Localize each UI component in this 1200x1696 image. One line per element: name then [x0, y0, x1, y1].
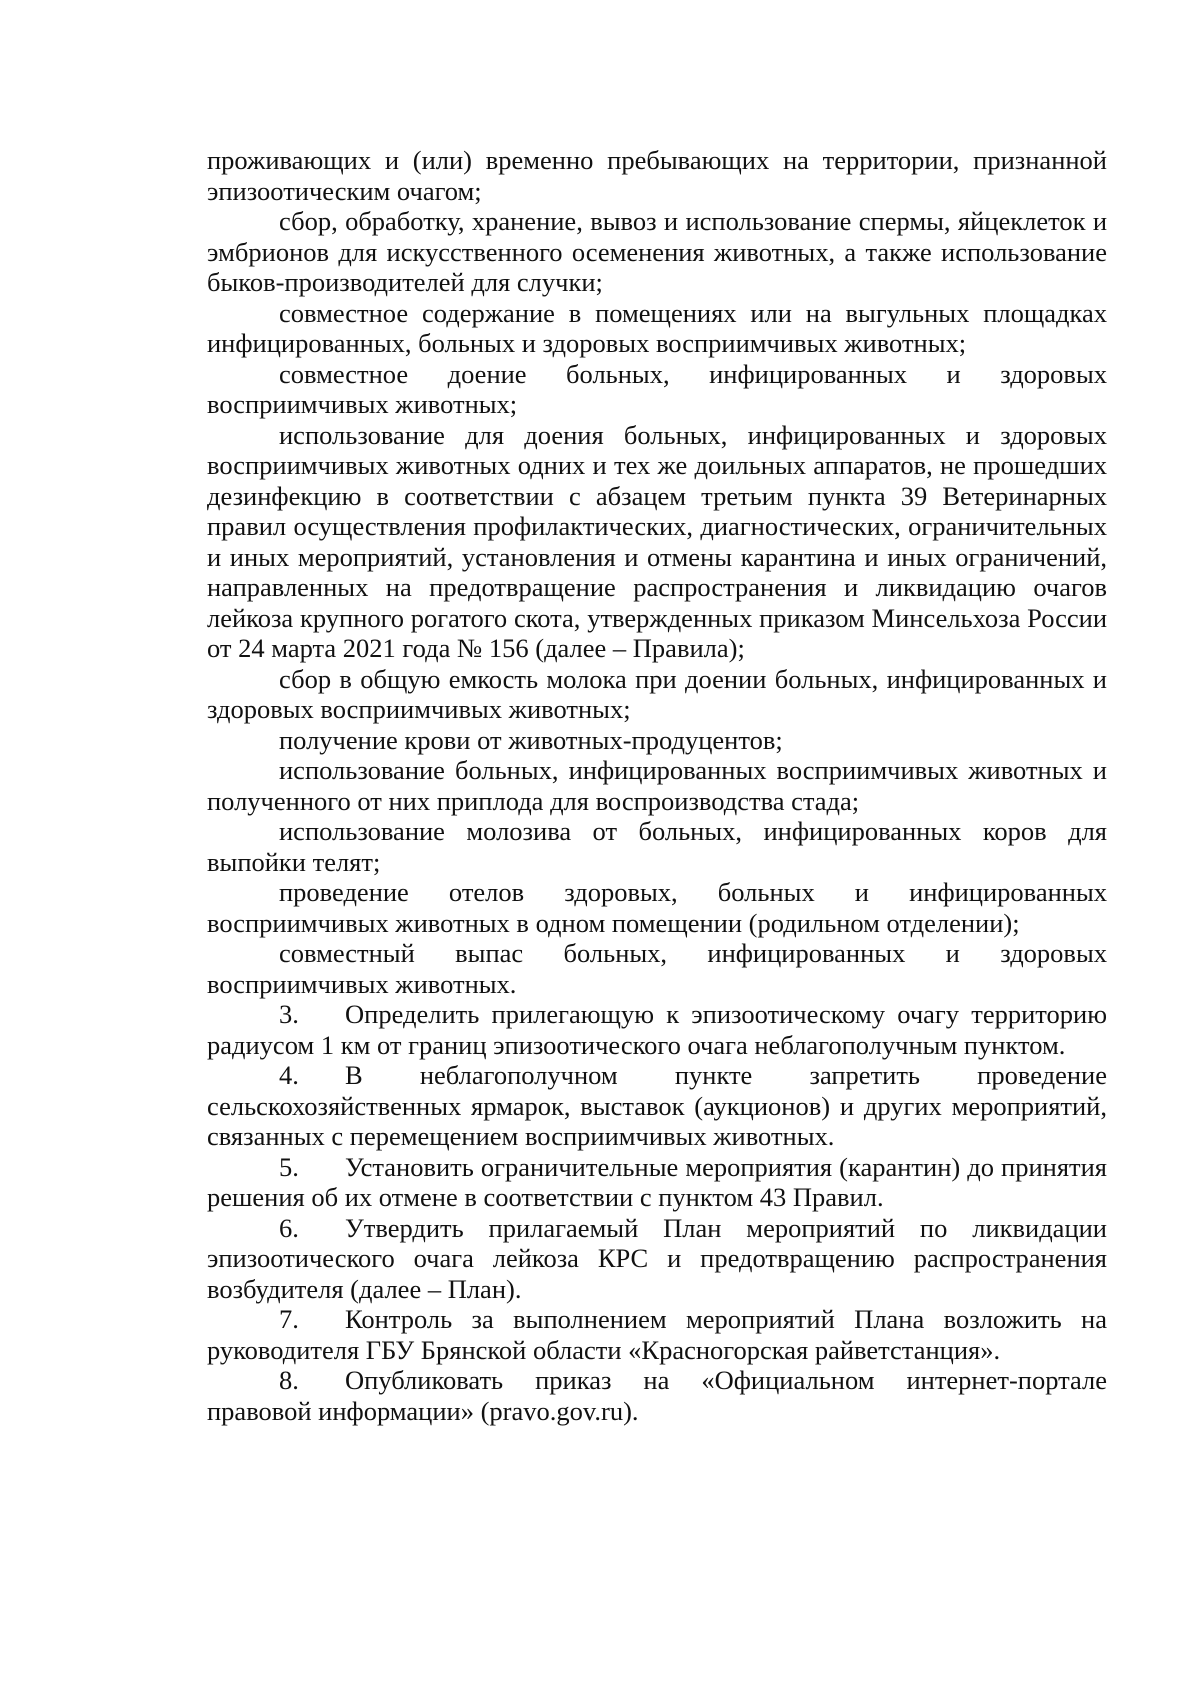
paragraph-text: Контроль за выполнением мероприятий Плана возложить на руководителя ГБУ Брянской области «Красногорская райветстанция». — [207, 1304, 1107, 1365]
paragraph-10 — [207, 877, 1107, 938]
paragraph-1 — [207, 145, 1107, 206]
paragraph-text: Утвердить прилагаемый План мероприятий по ликвидации эпизоотического очага лейкоза КРС и предотвращению распространения возбудителя (далее – План). — [207, 1212, 1107, 1304]
paragraph-text: сбор, обработку, хранение, вывоз и использование спермы, яйцеклеток и эмбрионов для искусственного осеменения животных, а также использование быков-производителей для случки; — [207, 206, 1107, 297]
paragraph-6 — [207, 664, 1107, 725]
numbered-item-6 — [207, 1213, 1107, 1305]
paragraph-9 — [207, 816, 1107, 877]
paragraph-text: получение крови от животных-продуцентов; — [279, 724, 783, 755]
paragraph-8 — [207, 755, 1107, 816]
paragraph-3 — [207, 298, 1107, 359]
paragraph-text: В неблагополучном пункте запретить проведение сельскохозяйственных ярмарок, выставок (аукционов) и других мероприятий, связанных с перемещением восприимчивых животных. — [207, 1060, 1107, 1151]
paragraph-text: Опубликовать приказ на «Официальном интернет-портале правовой информации» (pravo.gov.ru). — [207, 1365, 1107, 1426]
item-number: 7. — [279, 1304, 299, 1334]
paragraph-4 — [207, 359, 1107, 420]
paragraph-text: Определить прилегающую к эпизоотическому очагу территорию радиусом 1 км от границ эпизоотического очага неблагополучным пунктом. — [207, 999, 1107, 1060]
numbered-item-5 — [207, 1152, 1107, 1213]
paragraph-2 — [207, 206, 1107, 298]
numbered-item-7 — [207, 1304, 1107, 1365]
item-number: 4. — [279, 1060, 299, 1090]
item-number: 8. — [279, 1365, 299, 1395]
item-number: 5. — [279, 1151, 299, 1182]
paragraph-text: Установить ограничительные мероприятия (карантин) до принятия решения об их отмене в соответствии с пунктом 43 Правил. — [207, 1151, 1107, 1212]
paragraph-text: проживающих и (или) временно пребывающих на территории, признанной эпизоотическим очагом; — [207, 145, 1107, 206]
numbered-item-8 — [207, 1365, 1107, 1426]
paragraph-11 — [207, 938, 1107, 999]
paragraph-5 — [207, 420, 1107, 664]
paragraph-text: использование молозива от больных, инфицированных коров для выпойки телят; — [207, 816, 1107, 877]
paragraph-text: совместное доение больных, инфицированных и здоровых восприимчивых животных; — [207, 358, 1107, 419]
numbered-item-4 — [207, 1060, 1107, 1152]
paragraph-text: сбор в общую емкость молока при доении больных, инфицированных и здоровых восприимчивых животных; — [207, 663, 1107, 724]
paragraph-7 — [207, 725, 1107, 756]
paragraph-text: проведение отелов здоровых, больных и инфицированных восприимчивых животных в одном помещении (родильном отделении); — [207, 877, 1107, 938]
item-number: 3. — [279, 999, 299, 1029]
paragraph-text: совместный выпас больных, инфицированных и здоровых восприимчивых животных. — [207, 938, 1107, 999]
paragraph-text: совместное содержание в помещениях или на выгульных площадках инфицированных, больных и здоровых восприимчивых животных; — [207, 297, 1107, 358]
document-body — [207, 145, 1107, 1426]
paragraph-text: использование для доения больных, инфицированных и здоровых восприимчивых животных одних и тех же доильных аппаратов, не прошедших дезинфекцию в соответствии с абзацем третьим пункта 39 Ветеринарных правил осуществления профилактических, диагностических, ограничительных и иных мероприятий, установления и отмены карантина и иных ограничений, направленных на предотвращение распространения и ликвидацию очагов лейкоза крупного рогатого скота, утвержденных приказом Минсельхоза России от 24 марта 2021 года № 156 (далее – Правила); — [207, 419, 1107, 663]
numbered-item-3 — [207, 999, 1107, 1060]
item-number: 6. — [279, 1212, 299, 1243]
paragraph-text: использование больных, инфицированных восприимчивых животных и полученного от них приплода для воспроизводства стада; — [207, 755, 1107, 816]
